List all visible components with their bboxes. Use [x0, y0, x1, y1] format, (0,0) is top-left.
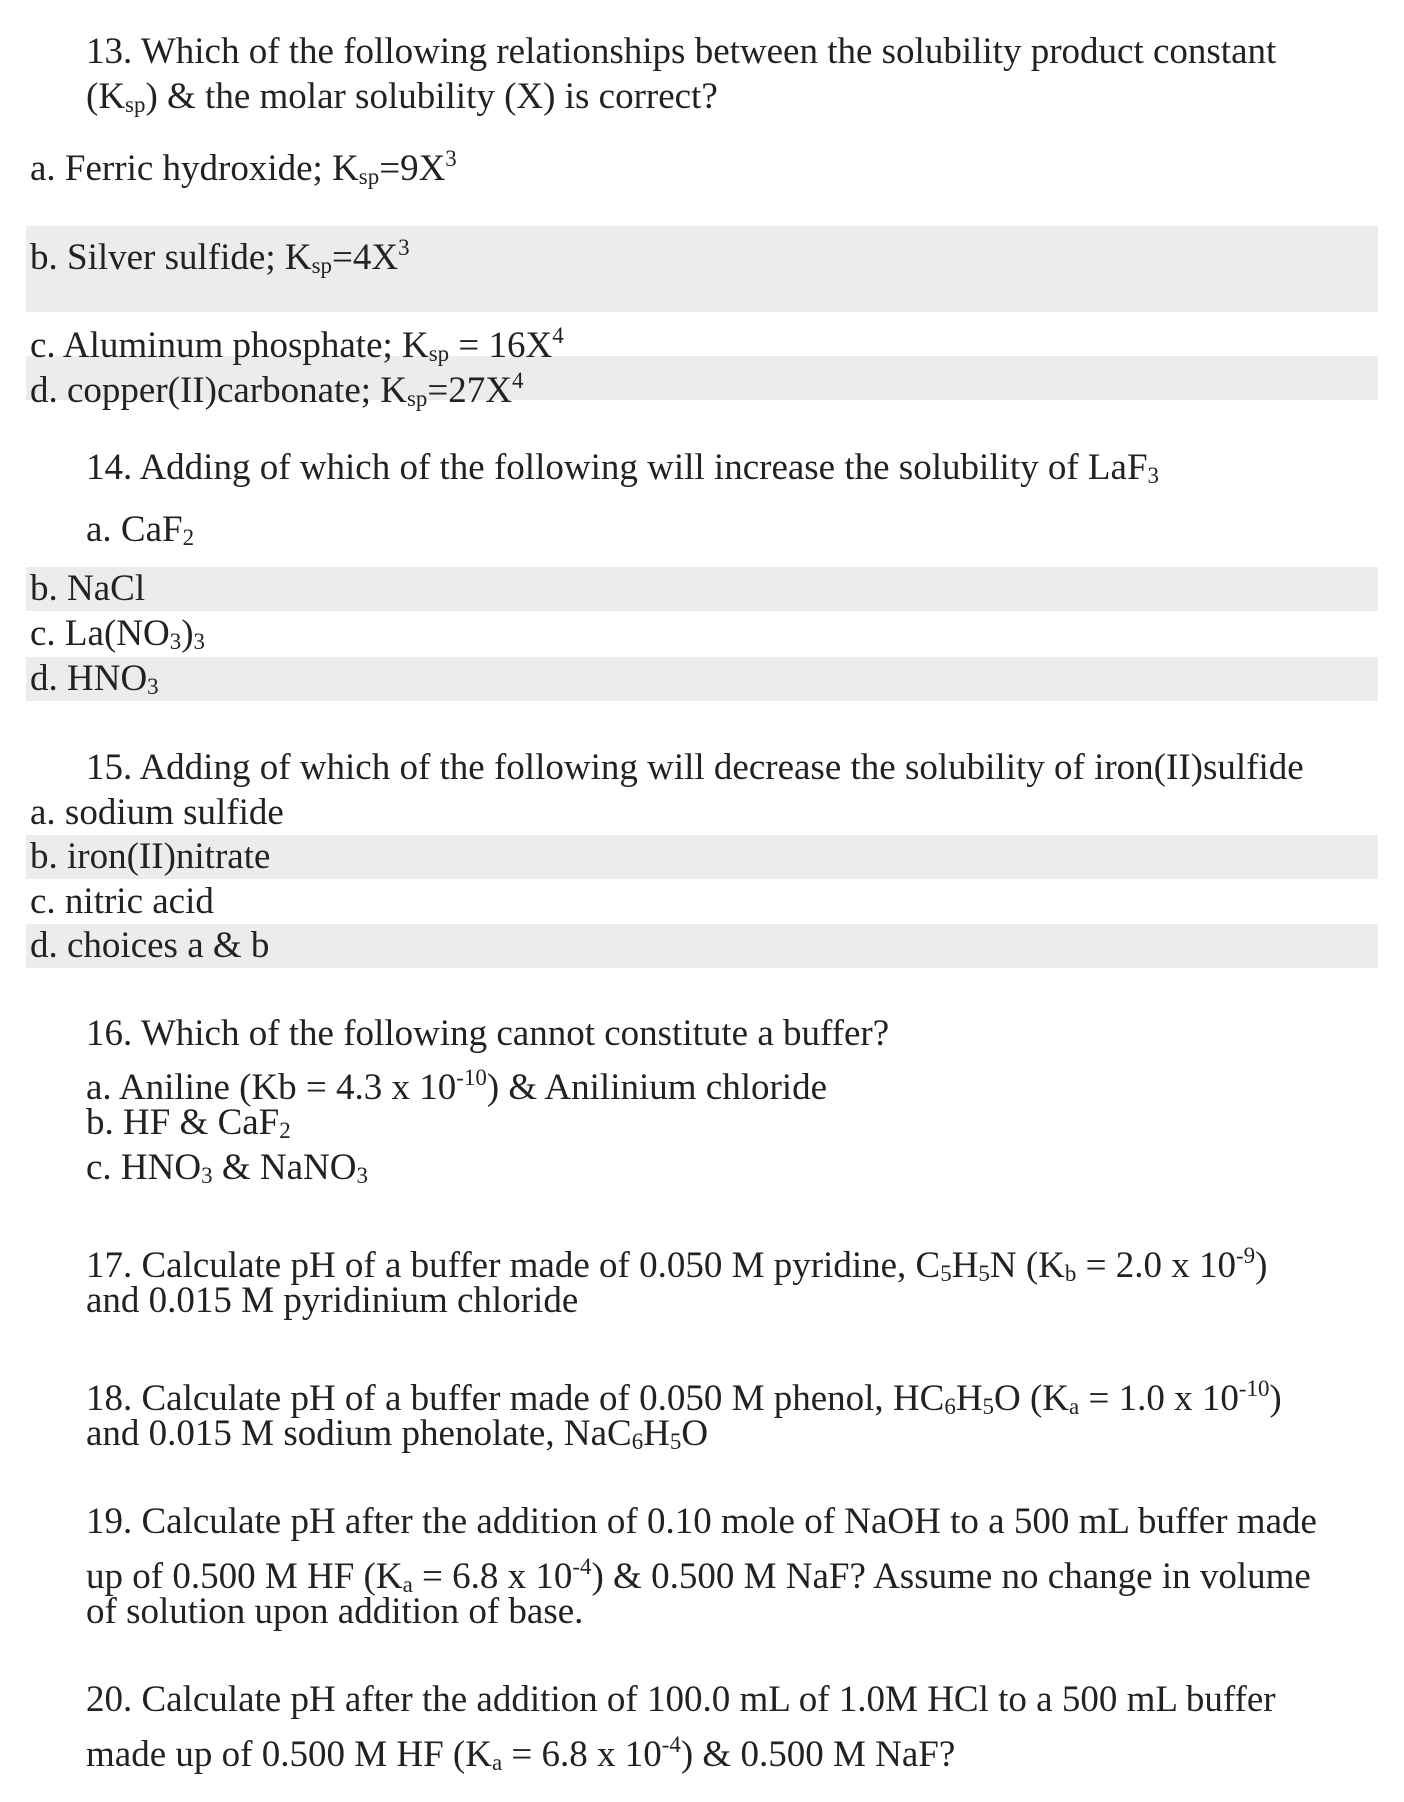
q18-text: and 0.015 M sodium phenolate, $NaC_6H_5O$: [86, 1413, 709, 1455]
q15-stem: 15. Adding of which of the following will decrease the solubility of iron(II)sulfide: [86, 747, 1304, 788]
q19-text: of solution upon addition of base.: [86, 1591, 584, 1632]
q14-option-b: b. NaCl: [30, 568, 146, 609]
q14-stem: 14. Adding of which of the following will increase the solubility of LaF$_3$: [86, 447, 1159, 489]
q16-option-b: b. HF & CaF$_2$: [86, 1102, 291, 1144]
q19-text: 19. Calculate pH after the addition of 0.10 mole of NaOH to a 500 mL buffer made: [86, 1501, 1317, 1542]
q20-text: made up of 0.500 M HF ($K_a = 6.8$ x $10^{-4}$) & 0.500 M NaF?: [86, 1732, 956, 1775]
q15-option-b: b. iron(II)nitrate: [30, 836, 271, 877]
q15-option-a: a. sodium sulfide: [30, 792, 284, 833]
q13-option-a: a. Ferric hydroxide; $K_{sp}=9X^3$: [30, 146, 457, 189]
q18-text: 18. Calculate pH of a buffer made of 0.050 M phenol, $HC_6H_5O$ ($K_a = 1.0$ x $10^{-10}$): [86, 1376, 1282, 1419]
q13-stem: 13. Which of the following relationships between the solubility product constant: [86, 31, 1277, 72]
q17-text: and 0.015 M pyridinium chloride: [86, 1280, 579, 1321]
q13-option-b: b. Silver sulfide; $K_{sp}=4X^3$: [30, 235, 410, 278]
q19-text: up of 0.500 M HF ($K_a = 6.8$ x $10^{-4}$) & 0.500 M NaF? Assume no change in volume: [86, 1554, 1311, 1597]
q17-text: 17. Calculate pH of a buffer made of 0.050 M pyridine, $C_5H_5N$ ($K_b = 2.0$ x $10^{-9}$): [86, 1243, 1268, 1286]
q13-stem: $(K_{sp})$ & the molar solubility (X) is correct?: [86, 76, 718, 118]
q13-option-c: c. Aluminum phosphate; $K_{sp} = 16X^4$: [30, 323, 564, 366]
q15-option-d: d. choices a & b: [30, 925, 270, 966]
q16-stem: 16. Which of the following cannot constitute a buffer?: [86, 1013, 890, 1054]
q13-option-d: d. copper(II)carbonate; $K_{sp}=27X^4$: [30, 368, 524, 411]
q16-option-c: c. $HNO_3$ & NaNO$_3$: [86, 1147, 368, 1189]
q14-option-a: a. CaF$_2$: [86, 509, 195, 551]
q16-option-a: a. Aniline (Kb = 4.3 x $10^{-10}$) & Anilinium chloride: [86, 1065, 828, 1108]
q14-option-c: c. $La(NO_3)_3$: [30, 613, 205, 655]
q15-option-c: c. nitric acid: [30, 881, 214, 922]
q14-option-d: d. $HNO_3$: [30, 658, 159, 700]
q20-text: 20. Calculate pH after the addition of 100.0 mL of 1.0M HCl to a 500 mL buffer: [86, 1679, 1276, 1720]
